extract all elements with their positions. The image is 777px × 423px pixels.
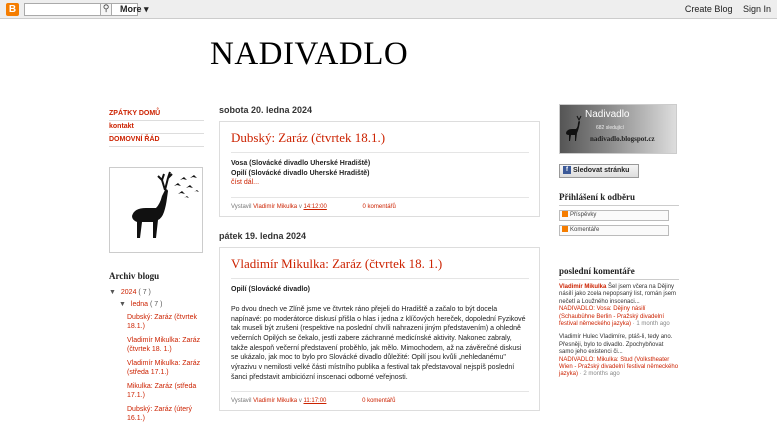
post-title[interactable]: Vladimír Mikulka: Zaráz (čtvrtek 18. 1.) [231,256,529,279]
comment-author[interactable]: Vladimír Mikulka [559,284,607,290]
profile-url[interactable]: nadivadlo.blogspot.cz [590,135,655,143]
feed-posts-dropdown[interactable] [559,210,669,221]
comments-link[interactable]: 0 komentářů [362,398,396,405]
sign-in-link[interactable]: Sign In [742,4,771,14]
left-sidebar [109,108,204,423]
collapse-triangle-icon[interactable]: ▼ [109,289,116,296]
follow-label: Sledovat stránku [573,167,630,174]
facebook-icon: f [563,166,571,174]
profile-name[interactable]: Nadivadlo [585,109,630,120]
post-title[interactable]: Dubský: Zaráz (čtvrtek 18.1.) [231,130,529,153]
archive-post-link[interactable]: Dubský: Zaráz (čtvrtek 18.1.) [127,314,198,330]
comment-age: · 2 months ago [579,371,620,378]
subscribe-title: Přihlášení k odběru [559,192,679,206]
archive-month-label[interactable]: ledna [130,301,149,308]
deer-icon [110,168,202,252]
read-more-link[interactable]: číst dál... [231,179,260,187]
right-sidebar [559,104,679,379]
author-link[interactable]: Vladimír Mikulka [253,398,298,405]
archive-post-link[interactable]: Mikulka: Zaráz (středa 17.1.) [127,383,197,399]
post-line: Vosa (Slovácké divadlo Uherské Hradiště) [231,160,371,167]
author-link[interactable]: Vladimír Mikulka [253,204,298,211]
home-link[interactable]: ZPÁTKY DOMŮ [109,108,204,121]
blogger-logo-icon[interactable]: B [6,3,19,16]
comment-item [559,334,679,378]
navbar-right [677,4,771,14]
collapse-triangle-icon[interactable]: ▼ [119,301,126,308]
comment-age: · 1 month ago [632,321,670,328]
post-footer [231,197,529,210]
deer-icon [563,115,585,145]
archive-post-link[interactable]: Vladimír Mikulka: Zaráz (čtvrtek 18. 1.) [127,337,201,353]
post-date: sobota 20. ledna 2024 [219,105,313,115]
post-footer [231,391,529,404]
post-date: pátek 19. ledna 2024 [219,231,307,242]
search-button[interactable] [100,3,112,16]
post-paragraph: Po dvou dnech ve Zlíně jsme ve čtvrtek ráno přejeli do Hradiště a začalo to být docela napínavé: po moderátorce diskusí přišla o hlas i jedna z klíčových hereček, dopolední Fyzikové tak museli být zrušeni (respektive na poslední chvíli nahrazeni jiným představením) a ohledně večerních Opilých se čekalo, jestli zabere záchranné medicínské aktivity. Nakonec zabraly, takže alespoň večerní představení proběhlo, jak mělo. Mimochodem, až na závěrečné diskusi se ukázalo, jak moc to bylo pro Slovácké divadlo důležité: Opilí jsou kvůli „nehledanému" výrazivu v nemilosti velké části místního publika a festival tak představoval nejspíš poslední šanci představit ambiciózní inscenaci odborné veřejnosti. [231,305,526,381]
search-icon: ⚲ [102,4,110,14]
comment-text: Vladimír Hulec Vladimíre, ptáš-li, tedy ano. Přesněji, bylo to divadlo. Zpochybňovat samo jeho existenci či... [559,334,673,356]
archive-year-label[interactable]: 2024 [120,289,137,296]
comment-source-link[interactable]: NADIVADLO: Vosa: Dějiny násilí (Schaubühne Berlin - Pražský divadelní festival německého jazyka) [559,306,665,328]
create-blog-link[interactable]: Create Blog [684,4,733,14]
blog-title[interactable]: NADIVADLO [210,36,409,72]
posted-by-label: Vystavil [231,204,252,211]
navbar [0,0,777,19]
post-body [231,159,529,188]
rss-icon [562,211,568,217]
at-label: v [298,398,302,405]
archive-post-link[interactable]: Dubský: Zaráz (úterý 16.1.) [127,406,192,422]
archive-month-count: ( 7 ) [149,301,163,308]
comment-text: Šel jsem včera na Dějiny násilí jako zcela nepopsaný list, román jsem nečetl a Loužného inscenaci... [559,284,677,305]
more-menu[interactable]: More ▾ [120,4,149,14]
feed-comments-label: Komentáře [570,227,600,233]
archive-post-link[interactable]: Vladimír Mikulka: Zaráz (středa 17.1.) [127,360,201,376]
at-label: v [298,204,302,211]
profile-widget[interactable] [559,104,677,154]
contact-link[interactable]: kontakt [109,121,204,134]
feed-comments-dropdown[interactable] [559,225,669,236]
post-line: Opilí (Slovácké divadlo) [231,286,310,294]
post-time-link[interactable]: 11:17:00 [303,398,327,405]
post-body [231,285,529,382]
feed-posts-label: Příspěvky [570,212,597,218]
archive-year[interactable] [109,289,204,296]
comments-link[interactable]: 0 komentářů [362,204,396,211]
comment-item [559,284,679,328]
post-time-link[interactable]: 14:12:00 [303,204,327,211]
post-line: Opilí (Slovácké divadlo Uherské Hradiště) [231,169,370,177]
recent-comments-title: poslední komentáře [559,266,679,280]
comment-source-link[interactable]: NADIVADLO: Mikulka: Stud (Volkstheater Wien - Pražský divadelní festival německého jazyka) [559,356,679,378]
posted-by-label: Vystavil [231,398,252,405]
follow-page-button[interactable] [559,164,639,178]
deer-logo-image [109,167,203,253]
archive-year-count: ( 7 ) [138,289,151,296]
house-rules-link[interactable]: DOMOVNÍ ŘÁD [109,134,204,147]
archive-title: Archiv blogu [109,271,160,281]
main-content [219,105,540,411]
archive-month[interactable] [119,301,204,308]
post [219,247,540,411]
post [219,121,540,217]
rss-icon [562,226,568,232]
follower-count: 682 sledující [596,125,625,131]
